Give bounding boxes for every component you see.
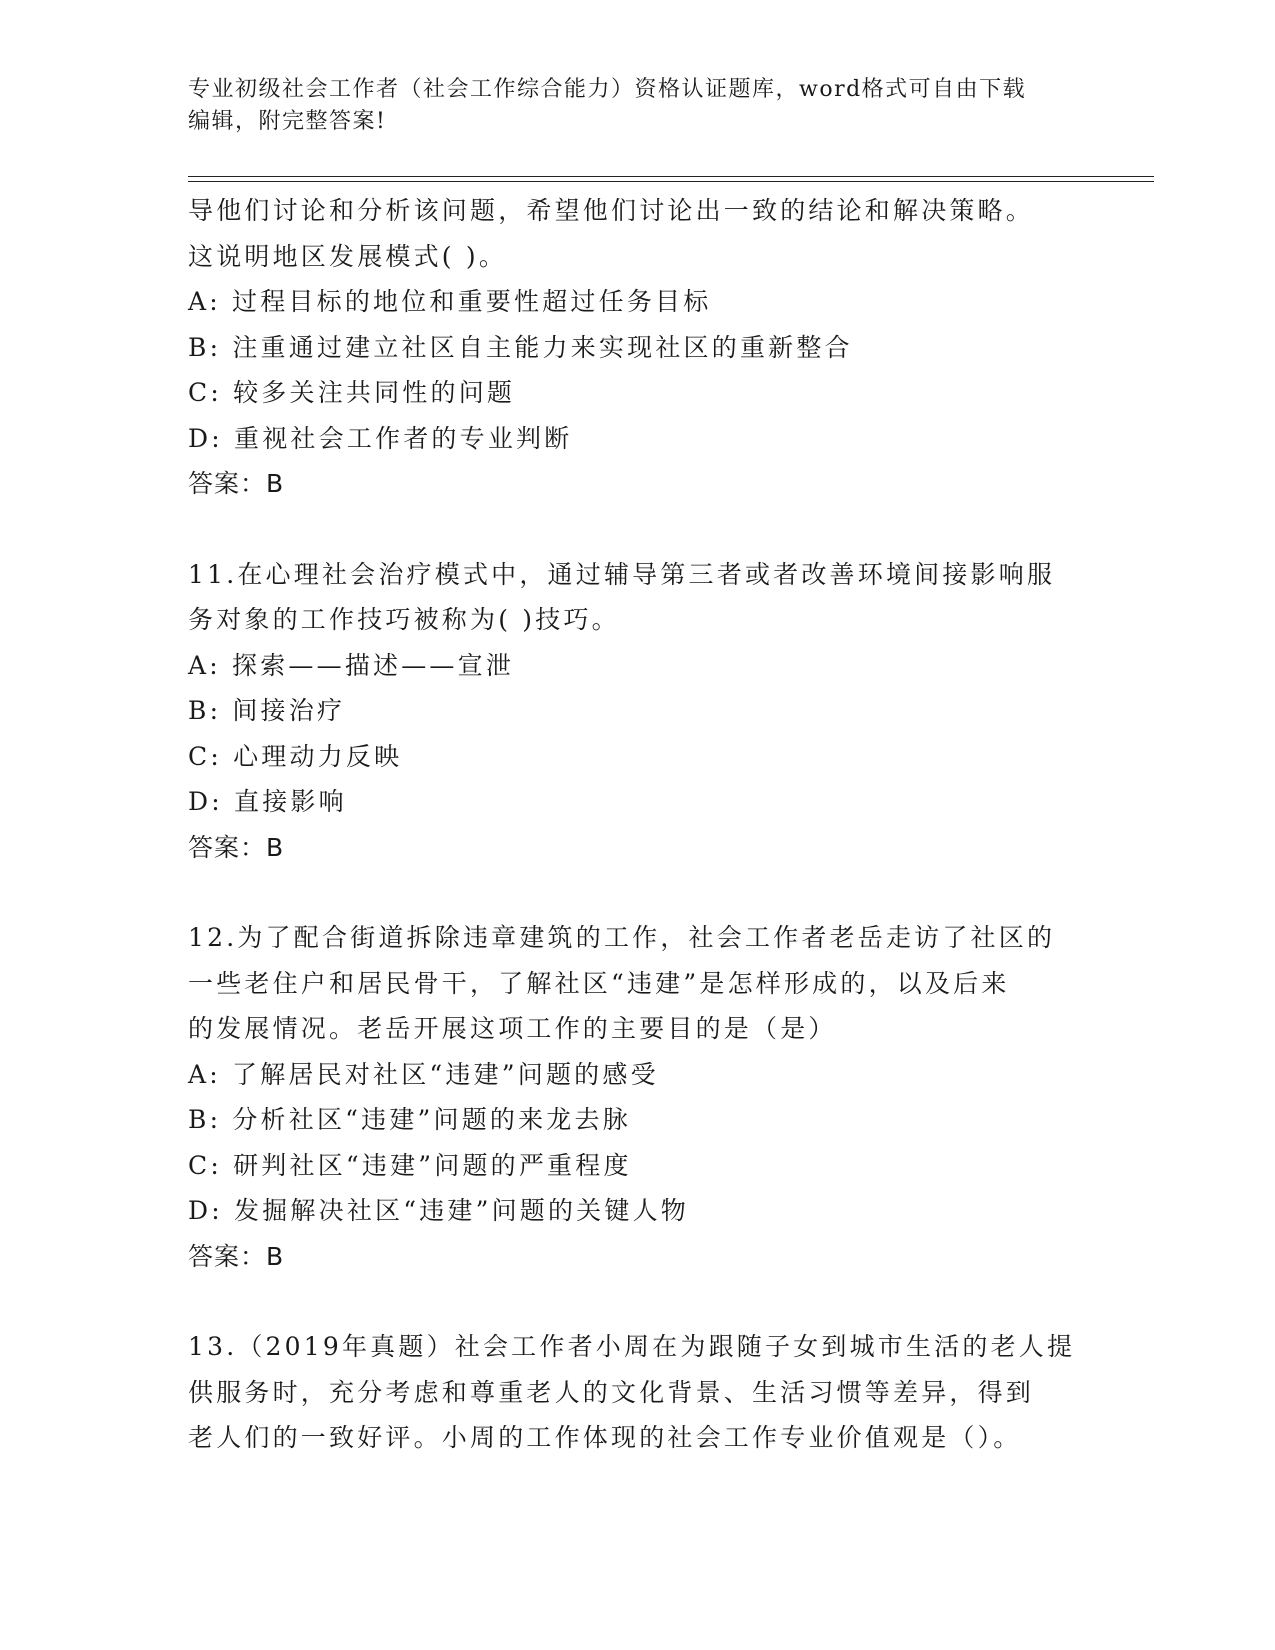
question-stem-line: 一些老住户和居民骨干，了解社区“违建”是怎样形成的，以及后来: [188, 968, 1010, 998]
spacer: [188, 507, 1108, 552]
header-rule-bottom: [188, 181, 1154, 182]
option-d: D: 重视社会工作者的专业判断: [188, 423, 573, 453]
header-rule-top: [188, 176, 1154, 177]
question-stem-line: 的发展情况。老岳开展这项工作的主要目的是（是）: [188, 1014, 837, 1043]
question-stem-line: 13.（2019年真题）社会工作者小周在为跟随子女到城市生活的老人提: [188, 1332, 1076, 1361]
option-d: D: 发掘解决社区“违建”问题的关键人物: [188, 1196, 689, 1225]
header-title-line-2: 编辑，附完整答案!: [188, 109, 387, 134]
option-b: B: 分析社区“违建”问题的来龙去脉: [188, 1105, 631, 1134]
question-stem-line: 这说明地区发展模式( )。: [188, 241, 508, 271]
option-d: D: 直接影响: [188, 787, 347, 816]
question-stem-line: 务对象的工作技巧被称为( )技巧。: [188, 605, 620, 634]
answer-line: 答案：B: [188, 469, 285, 498]
header-title-line-1: 专业初级社会工作者（社会工作综合能力）资格认证题库，word格式可自由下载: [188, 77, 1027, 102]
question-block: [188, 552, 1108, 871]
question-stem-line: 12.为了配合街道拆除违章建筑的工作，社会工作者老岳走访了社区的: [188, 923, 1056, 952]
option-a: A: 探索——描述——宣泄: [188, 650, 515, 680]
question-stem-line: 11.在心理社会治疗模式中，通过辅导第三者或者改善环境间接影响服: [188, 559, 1056, 589]
option-c: C: 心理动力反映: [188, 741, 403, 771]
question-stem-line: 老人们的一致好评。小周的工作体现的社会工作专业价值观是（）。: [188, 1423, 1022, 1452]
option-c: C: 研判社区“违建”问题的严重程度: [188, 1150, 632, 1180]
answer-line: 答案：B: [188, 1241, 285, 1271]
question-block: [188, 915, 1108, 1279]
option-a: A: 过程目标的地位和重要性超过任务目标: [188, 287, 712, 316]
question-block: [188, 188, 1108, 507]
option-b: B: 注重通过建立社区自主能力来实现社区的重新整合: [188, 332, 853, 362]
spacer: [188, 1279, 1108, 1324]
question-stem-line: 供服务时，充分考虑和尊重老人的文化背景、生活习惯等差异，得到: [188, 1377, 1035, 1407]
answer-line: 答案：B: [188, 832, 285, 862]
question-block: [188, 1324, 1108, 1461]
option-a: A: 了解居民对社区“违建”问题的感受: [188, 1059, 659, 1089]
option-b: B: 间接治疗: [188, 696, 346, 725]
page-header: [188, 74, 1068, 138]
option-c: C: 较多关注共同性的问题: [188, 378, 516, 407]
question-list: [188, 188, 1108, 1461]
question-stem-line: 导他们讨论和分析该问题，希望他们讨论出一致的结论和解决策略。: [188, 196, 1035, 225]
spacer: [188, 870, 1108, 915]
